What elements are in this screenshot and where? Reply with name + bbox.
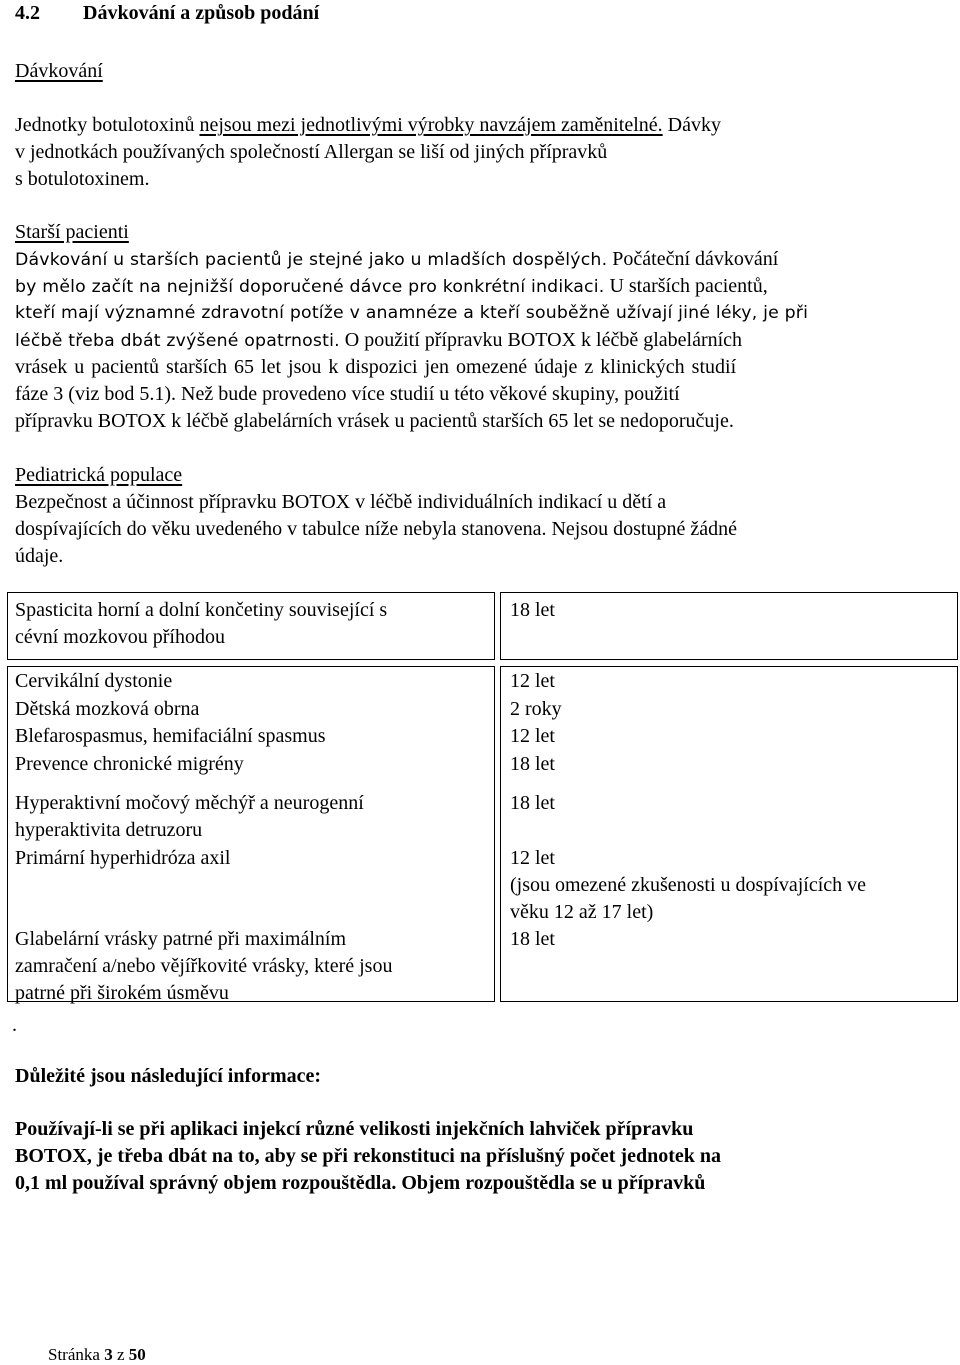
elderly-line-2 [15,273,768,300]
footer-prefix: Stránka [48,1345,105,1364]
elderly-text: Počáteční dávkování [612,248,779,270]
table-age: 12 let [510,725,555,747]
pediatric-line-2: dospívajících do věku uvedeného v tabulce níže nebyla stanovena. Nejsou dostupné žádné [15,518,737,540]
elderly-text: léčbě třeba dbát zvýšené opatrnosti. [15,331,340,351]
footer-mid: z [112,1345,129,1364]
elderly-text: U starších pacientů, [609,275,768,297]
elderly-line-7: přípravku BOTOX k léčbě glabelárních vrásek u pacientů starších 65 let se nedoporučuje. [15,410,734,432]
dosing-heading: Dávkování [15,60,103,82]
pediatric-line-1: Bezpečnost a účinnost přípravku BOTOX v léčbě individuálních indikací u dětí a [15,491,667,513]
table-age: 18 let [510,928,555,950]
table-age: 18 let [510,792,555,814]
table-age-note: věku 12 až 17 let) [510,901,654,923]
table-age: 2 roky [510,698,562,720]
table-indication: cévní mozkovou příhodou [15,626,225,648]
trailing-dot: . [12,1014,17,1036]
important-line-3: 0,1 ml používal správný objem rozpouštědla. Objem rozpouštědla se u přípravků [15,1172,706,1194]
dosing-paragraph-line-3: s botulotoxinem. [15,168,150,190]
dosing-paragraph-line-2: v jednotkách používaných společností Allergan se liší od jiných přípravků [15,141,608,163]
table-indication: Hyperaktivní močový měchýř a neurogenní [15,792,364,814]
elderly-text: Než bude provedeno více studií u této věkové skupiny, použití [181,383,680,405]
table-indication: Spasticita horní a dolní končetiny související s [15,599,388,621]
section-number: 4.2 [15,2,40,24]
elderly-line-6 [15,381,680,407]
dosing-text: Jednotky botulotoxinů [15,114,200,136]
pediatric-heading: Pediatrická populace [15,464,183,486]
dosing-text: Dávky [662,114,721,136]
footer-page-total: 50 [128,1345,146,1364]
elderly-line-1 [15,246,778,273]
elderly-text: fáze 3 (viz bod 5.1). [15,383,177,405]
table-indication: Cervikální dystonie [15,670,173,692]
elderly-line-3: kteří mají významné zdravotní potíže v anamnéze a kteří souběžně užívají jiné léky, je při [15,303,809,323]
dosing-underlined-text: nejsou mezi jednotlivými výrobky navzájem zaměnitelné. [199,114,663,136]
table-age: 12 let [510,670,555,692]
table-indication: Blefarospasmus, hemifaciální spasmus [15,725,326,747]
page-footer [48,1345,146,1365]
footer-page-number: 3 [104,1345,113,1364]
table-indication: Glabelární vrásky patrné při maximálním [15,928,347,950]
elderly-text: Dávkování u starších pacientů je stejné jako u mladších dospělých. [15,250,608,270]
dosing-paragraph-line-1 [15,112,721,138]
important-heading: Důležité jsou následující informace: [15,1065,322,1087]
elderly-text: O použití přípravku BOTOX k léčbě glabelárních [344,329,743,351]
table-age: 12 let [510,847,555,869]
table-indication: zamračení a/nebo vějířkovité vrásky, které jsou [15,955,393,977]
elderly-line-4 [15,327,742,354]
elderly-text: by mělo začít na nejnižší doporučené dávce pro konkrétní indikaci. [15,277,605,297]
pediatric-line-3: údaje. [15,545,64,567]
elderly-line-5: vrásek u pacientů starších 65 let jsou k dispozici jen omezené údaje z klinických studií [15,356,737,378]
table-indication: hyperaktivita detruzoru [15,819,203,841]
important-line-1: Používají-li se při aplikaci injekcí různé velikosti injekčních lahviček přípravku [15,1118,694,1140]
table-cell-border [500,592,958,660]
table-indication: Prevence chronické migrény [15,753,244,775]
table-indication: patrné při širokém úsměvu [15,982,229,1004]
section-title: Dávkování a způsob podání [83,2,320,24]
important-line-2: BOTOX, je třeba dbát na to, aby se při rekonstituci na příslušný počet jednotek na [15,1145,721,1167]
table-age: 18 let [510,753,555,775]
elderly-heading: Starší pacienti [15,221,129,243]
table-indication: Primární hyperhidróza axil [15,847,231,869]
table-cell-border [500,666,958,1002]
table-indication: Dětská mozková obrna [15,698,200,720]
table-age: 18 let [510,599,555,621]
table-age-note: (jsou omezené zkušenosti u dospívajících ve [510,874,867,896]
